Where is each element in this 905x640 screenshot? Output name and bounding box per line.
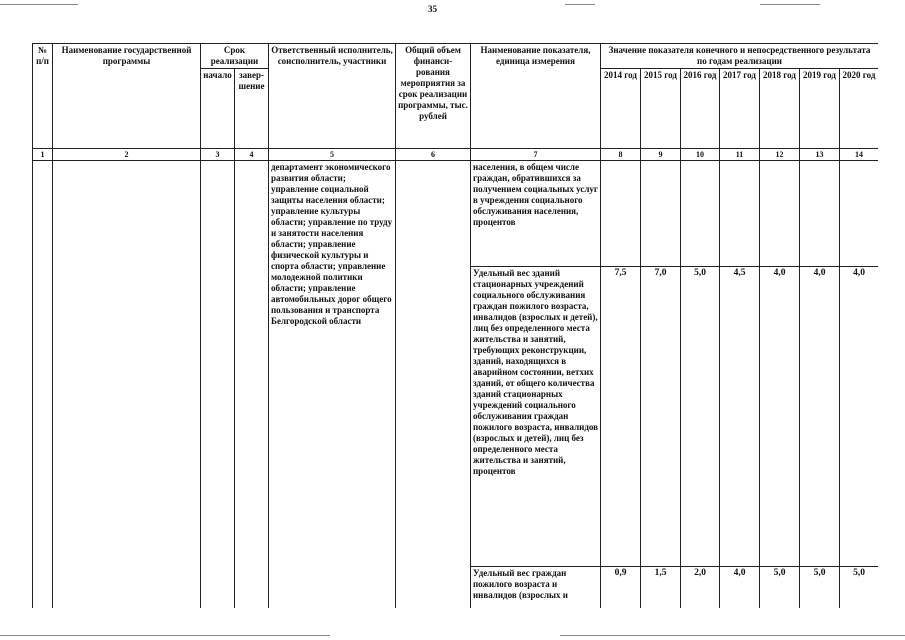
header-funding: Общий объем финанси-рования мероприятия за срок реализации программы, тыс. рублей bbox=[396, 44, 471, 149]
column-index: 10 bbox=[681, 149, 720, 161]
table-container bbox=[32, 43, 878, 608]
top-edge-line bbox=[0, 4, 78, 5]
column-index: 11 bbox=[720, 149, 760, 161]
cell-value bbox=[760, 161, 800, 267]
header-term: Срок реализации bbox=[201, 44, 269, 69]
header-year: 2014 год bbox=[601, 69, 641, 149]
column-index: 4 bbox=[235, 149, 269, 161]
cell-term-start bbox=[201, 161, 235, 609]
cell-term-end bbox=[235, 161, 269, 609]
program-table bbox=[32, 43, 878, 608]
cell-value: 4,5 bbox=[720, 267, 760, 567]
cell-indicator: Удельный вес граждан пожилого возраста и инвалидов (взрослых и bbox=[471, 567, 601, 609]
header-responsible: Ответственный исполнитель, соисполнитель, участники bbox=[269, 44, 396, 149]
cell-value: 4,0 bbox=[760, 267, 800, 567]
header-year: 2019 год bbox=[800, 69, 840, 149]
column-index: 14 bbox=[840, 149, 879, 161]
cell-value: 7,0 bbox=[641, 267, 681, 567]
column-index: 9 bbox=[641, 149, 681, 161]
column-index: 7 bbox=[471, 149, 601, 161]
cell-value: 0,9 bbox=[601, 567, 641, 609]
cell-num bbox=[33, 161, 53, 609]
header-term-end: завер-шение bbox=[235, 69, 269, 149]
header-year: 2020 год bbox=[840, 69, 879, 149]
cell-value bbox=[800, 161, 840, 267]
table-row bbox=[33, 161, 879, 267]
header-num: № п/п bbox=[33, 44, 53, 149]
header-values: Значение показателя конечного и непосредственного результата по годам реализации bbox=[601, 44, 879, 69]
cell-value: 1,5 bbox=[641, 567, 681, 609]
column-index: 13 bbox=[800, 149, 840, 161]
cell-responsible: департамент экономического развития области; управление социальной защиты населения области; управление культуры области; управление по труду и занятости населения области; управление физической культуры и спорта области; управление молодежной политики области; управление автомобильных дорог общего пользования и транспорта Белгородской области bbox=[269, 161, 396, 609]
column-index: 3 bbox=[201, 149, 235, 161]
cell-indicator: Удельный вес зданий стационарных учреждений социального обслуживания граждан пожилого возраста, инвалидов (взрослых и детей), лиц без определенного места жительства и занятий, требующих реконструкции, зданий, находящихся в аварийном состоянии, ветхих зданий, от общего количества зданий стационарных учреждений социального обслуживания граждан пожилого возраста, инвалидов (взрослых и детей), лиц без определенного места жительства и занятий, процентов bbox=[471, 267, 601, 567]
cell-value bbox=[840, 161, 879, 267]
column-index: 5 bbox=[269, 149, 396, 161]
bottom-edge-line bbox=[560, 635, 905, 636]
header-year: 2015 год bbox=[641, 69, 681, 149]
cell-value bbox=[720, 161, 760, 267]
cell-value: 5,0 bbox=[800, 567, 840, 609]
header-program: Наименование государственной программы bbox=[53, 44, 201, 149]
cell-value bbox=[601, 161, 641, 267]
page-number: 35 bbox=[428, 4, 437, 14]
column-index: 8 bbox=[601, 149, 641, 161]
cell-value: 5,0 bbox=[760, 567, 800, 609]
cell-funding bbox=[396, 161, 471, 609]
cell-indicator: населения, в общем числе граждан, обратившихся за получением социальных услуг в учреждения социального обслуживания населения, процентов bbox=[471, 161, 601, 267]
cell-value: 4,0 bbox=[840, 267, 879, 567]
cell-program bbox=[53, 161, 201, 609]
bottom-edge-line bbox=[0, 635, 330, 636]
cell-value: 7,5 bbox=[601, 267, 641, 567]
cell-value: 4,0 bbox=[800, 267, 840, 567]
cell-value bbox=[641, 161, 681, 267]
cell-value bbox=[681, 161, 720, 267]
header-indicator: Наименование показателя, единица измерения bbox=[471, 44, 601, 149]
header-year: 2017 год bbox=[720, 69, 760, 149]
column-index: 12 bbox=[760, 149, 800, 161]
column-index: 2 bbox=[53, 149, 201, 161]
cell-value: 5,0 bbox=[681, 267, 720, 567]
column-index: 6 bbox=[396, 149, 471, 161]
top-edge-line bbox=[760, 4, 820, 5]
cell-value: 4,0 bbox=[720, 567, 760, 609]
column-index: 1 bbox=[33, 149, 53, 161]
header-year: 2016 год bbox=[681, 69, 720, 149]
header-year: 2018 год bbox=[760, 69, 800, 149]
header-term-start: начало bbox=[201, 69, 235, 149]
cell-value: 2,0 bbox=[681, 567, 720, 609]
top-edge-line bbox=[565, 4, 595, 5]
cell-value: 5,0 bbox=[840, 567, 879, 609]
column-index-row bbox=[33, 149, 879, 161]
